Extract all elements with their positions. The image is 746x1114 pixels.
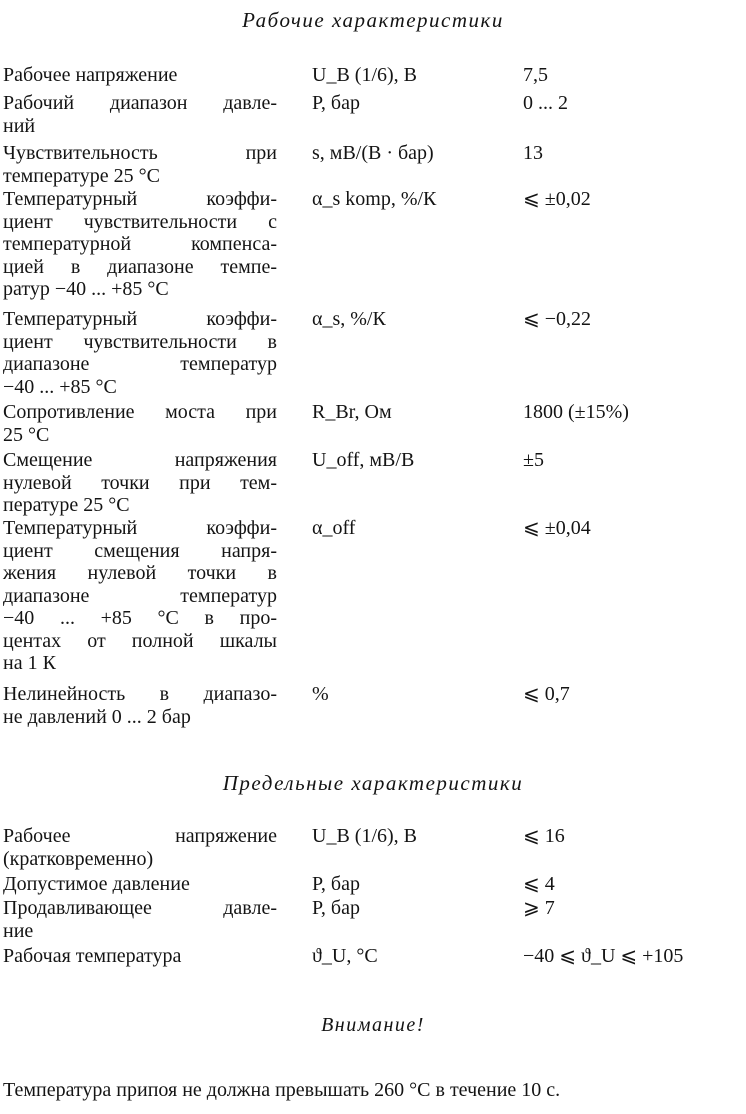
symbol: α_s, %/К xyxy=(312,308,386,330)
value: ±5 xyxy=(523,449,544,471)
heading-attention: Внимание! xyxy=(321,1014,425,1036)
symbol: s, мВ/(В · бар) xyxy=(312,142,434,164)
value: 7,5 xyxy=(523,64,548,86)
param-label: Чувствительность при температуре 25 °C xyxy=(3,142,277,187)
value: ⩽ 0,7 xyxy=(523,683,570,705)
value: 0 ... 2 xyxy=(523,92,568,114)
symbol: ϑ_U, °C xyxy=(312,945,378,967)
param-label: Рабочее напряжение (кратковременно) xyxy=(3,825,277,870)
param-label: Допустимое давление xyxy=(3,873,190,895)
param-label: Температурный коэффи- циент чувствительности в диапазоне температур −40 ... +85 °C xyxy=(3,308,277,398)
value: ⩽ ±0,04 xyxy=(523,517,591,539)
symbol: P, бар xyxy=(312,92,360,114)
param-label: Рабочая температура xyxy=(3,945,182,967)
heading-limit: Предельные характеристики xyxy=(222,771,524,795)
value: ⩽ ±0,02 xyxy=(523,188,591,210)
param-label: Рабочий диапазон давле- ний xyxy=(3,92,277,137)
param-label: Рабочее напряжение xyxy=(3,64,178,86)
symbol: P, бар xyxy=(312,873,360,895)
param-label: Температурный коэффи- циент смещения напря- жения нулевой точки в диапазоне температур −40 ... +85 °C в про- центах от полной шкалы на 1 К xyxy=(3,517,277,674)
param-label: Температурный коэффи- циент чувствительности с температурной компенса- цией в диапазоне темпе- ратур −40 ... +85 °C xyxy=(3,188,277,300)
value: 1800 (±15%) xyxy=(523,401,629,423)
symbol: α_s komp, %/К xyxy=(312,188,437,210)
param-label: Смещение напряжения нулевой точки при тем- пературе 25 °C xyxy=(3,449,277,516)
param-label: Сопротивление моста при 25 °C xyxy=(3,401,277,446)
symbol: P, бар xyxy=(312,897,360,919)
symbol: U_off, мВ/В xyxy=(312,449,415,471)
symbol: % xyxy=(312,683,329,705)
value: 13 xyxy=(523,142,543,164)
attention-text: Температура припоя не должна превышать 260 °C в течение 10 с. xyxy=(3,1079,561,1101)
value: ⩽ 16 xyxy=(523,825,565,847)
symbol: R_Br, Ом xyxy=(312,401,392,423)
symbol: α_off xyxy=(312,517,356,539)
symbol: U_B (1/6), В xyxy=(312,64,417,86)
value: ⩾ 7 xyxy=(523,897,555,919)
symbol: U_B (1/6), В xyxy=(312,825,417,847)
heading-working: Рабочие характеристики xyxy=(242,8,504,32)
value: ⩽ −0,22 xyxy=(523,308,592,330)
value: ⩽ 4 xyxy=(523,873,555,895)
param-label: Нелинейность в диапазо- не давлений 0 ... 2 бар xyxy=(3,683,277,728)
value: −40 ⩽ ϑ_U ⩽ +105 xyxy=(523,945,684,967)
param-label: Продавливающее давле- ние xyxy=(3,897,277,942)
